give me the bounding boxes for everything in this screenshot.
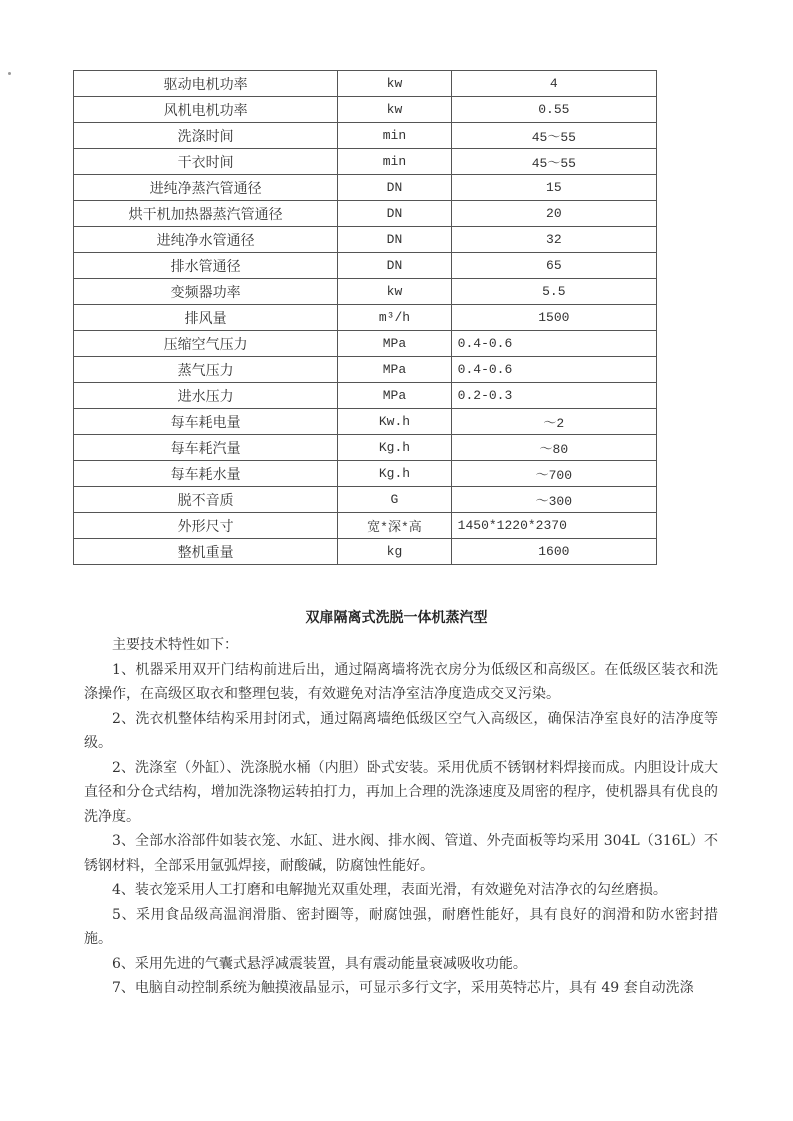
spec-value: 4 bbox=[451, 71, 656, 97]
spec-name: 排风量 bbox=[74, 305, 338, 331]
spec-name: 进纯净蒸汽管通径 bbox=[74, 175, 338, 201]
spec-row bbox=[74, 461, 657, 487]
spec-unit: kw bbox=[338, 71, 451, 97]
spec-name: 每车耗水量 bbox=[74, 461, 338, 487]
spec-row bbox=[74, 513, 657, 539]
spec-name: 每车耗电量 bbox=[74, 409, 338, 435]
spec-value: 20 bbox=[451, 201, 656, 227]
spec-unit: m³/h bbox=[338, 305, 451, 331]
scan-speck bbox=[8, 72, 11, 75]
spec-unit: G bbox=[338, 487, 451, 513]
spec-value: 15 bbox=[451, 175, 656, 201]
spec-value: ～700 bbox=[451, 461, 656, 487]
spec-unit: Kg.h bbox=[338, 461, 451, 487]
spec-unit: kw bbox=[338, 279, 451, 305]
section-title: 双扉隔离式洗脱一体机蒸汽型 bbox=[305, 610, 488, 626]
spec-value: 0.55 bbox=[451, 97, 656, 123]
spec-table bbox=[73, 70, 657, 565]
spec-name: 整机重量 bbox=[74, 539, 338, 565]
spec-row bbox=[74, 305, 657, 331]
spec-value: ～80 bbox=[451, 435, 656, 461]
spec-name: 每车耗汽量 bbox=[74, 435, 338, 461]
spec-name: 排水管通径 bbox=[74, 253, 338, 279]
spec-row bbox=[74, 331, 657, 357]
spec-row bbox=[74, 97, 657, 123]
spec-unit: Kw.h bbox=[338, 409, 451, 435]
spec-value: ～2 bbox=[451, 409, 656, 435]
spec-value: 0.4-0.6 bbox=[451, 331, 656, 357]
spec-unit: DN bbox=[338, 175, 451, 201]
spec-name: 变频器功率 bbox=[74, 279, 338, 305]
spec-unit: kw bbox=[338, 97, 451, 123]
spec-value: 32 bbox=[451, 227, 656, 253]
intro-text: 主要技术特性如下： bbox=[112, 637, 238, 653]
spec-value: 0.2-0.3 bbox=[451, 383, 656, 409]
spec-unit: DN bbox=[338, 201, 451, 227]
feature-paragraph: 1、机器采用双开门结构前进后出，通过隔离墙将洗衣房分为低级区和高级区。在低级区装衣和洗涤操作，在高级区取衣和整理包装，有效避免对洁净室洁净度造成交叉污染。 bbox=[84, 661, 718, 702]
spec-row bbox=[74, 357, 657, 383]
section-body bbox=[84, 633, 718, 1001]
spec-name: 脱不音质 bbox=[74, 487, 338, 513]
spec-row bbox=[74, 201, 657, 227]
spec-value: 1450*1220*2370 bbox=[451, 513, 656, 539]
spec-unit: min bbox=[338, 149, 451, 175]
spec-value: 1500 bbox=[451, 305, 656, 331]
spec-value: 1600 bbox=[451, 539, 656, 565]
spec-row bbox=[74, 149, 657, 175]
spec-value: 45～55 bbox=[451, 123, 656, 149]
spec-name: 洗涤时间 bbox=[74, 123, 338, 149]
spec-row bbox=[74, 227, 657, 253]
feature-paragraph: 2、洗涤室（外缸）、洗涤脱水桶（内胆）卧式安装。采用优质不锈钢材料焊接而成。内胆设计成大直径和分仓式结构，增加洗涤物运转拍打力，再加上合理的洗涤速度及周密的程序，使机器具有优良的洗净度。 bbox=[84, 759, 718, 825]
spec-value: 5.5 bbox=[451, 279, 656, 305]
spec-unit: MPa bbox=[338, 357, 451, 383]
spec-row bbox=[74, 435, 657, 461]
spec-value: ～300 bbox=[451, 487, 656, 513]
spec-row bbox=[74, 71, 657, 97]
spec-row bbox=[74, 123, 657, 149]
spec-unit: DN bbox=[338, 253, 451, 279]
spec-unit: DN bbox=[338, 227, 451, 253]
spec-name: 蒸气压力 bbox=[74, 357, 338, 383]
feature-paragraph: 6、采用先进的气囊式悬浮减震装置，具有震动能量衰减吸收功能。 bbox=[112, 955, 527, 972]
spec-unit: min bbox=[338, 123, 451, 149]
spec-unit: MPa bbox=[338, 331, 451, 357]
spec-name: 进水压力 bbox=[74, 383, 338, 409]
spec-name: 压缩空气压力 bbox=[74, 331, 338, 357]
spec-unit: Kg.h bbox=[338, 435, 451, 461]
spec-row bbox=[74, 175, 657, 201]
spec-value: 45～55 bbox=[451, 149, 656, 175]
spec-row bbox=[74, 487, 657, 513]
spec-value: 0.4-0.6 bbox=[451, 357, 656, 383]
spec-name: 干衣时间 bbox=[74, 149, 338, 175]
feature-paragraph: 2、洗衣机整体结构采用封闭式，通过隔离墙绝低级区空气入高级区，确保洁净室良好的洁净度等级。 bbox=[84, 710, 718, 751]
spec-unit: 宽*深*高 bbox=[338, 513, 451, 539]
spec-value: 65 bbox=[451, 253, 656, 279]
spec-row bbox=[74, 279, 657, 305]
spec-row bbox=[74, 253, 657, 279]
feature-paragraph: 7、电脑自动控制系统为触摸液晶显示，可显示多行文字，采用英特芯片，具有 49 套自动洗涤 bbox=[112, 980, 694, 996]
feature-paragraph: 4、装衣笼采用人工打磨和电解抛光双重处理，表面光滑，有效避免对洁净衣的勾丝磨损。 bbox=[112, 882, 667, 898]
spec-row bbox=[74, 383, 657, 409]
spec-name: 风机电机功率 bbox=[74, 97, 338, 123]
spec-unit: MPa bbox=[338, 383, 451, 409]
spec-row bbox=[74, 539, 657, 565]
feature-paragraph: 3、全部水浴部件如装衣笼、水缸、进水阀、排水阀、管道、外壳面板等均采用 304L（316L）不锈钢材料，全部采用氩弧焊接，耐酸碱，防腐蚀性能好。 bbox=[84, 833, 718, 874]
feature-paragraph: 5、采用食品级高温润滑脂、密封圈等，耐腐蚀强，耐磨性能好，具有良好的润滑和防水密封措施。 bbox=[84, 906, 718, 947]
spec-name: 烘干机加热器蒸汽管通径 bbox=[74, 201, 338, 227]
spec-name: 进纯净水管通径 bbox=[74, 227, 338, 253]
spec-name: 驱动电机功率 bbox=[74, 71, 338, 97]
spec-name: 外形尺寸 bbox=[74, 513, 338, 539]
spec-unit: kg bbox=[338, 539, 451, 565]
spec-row bbox=[74, 409, 657, 435]
